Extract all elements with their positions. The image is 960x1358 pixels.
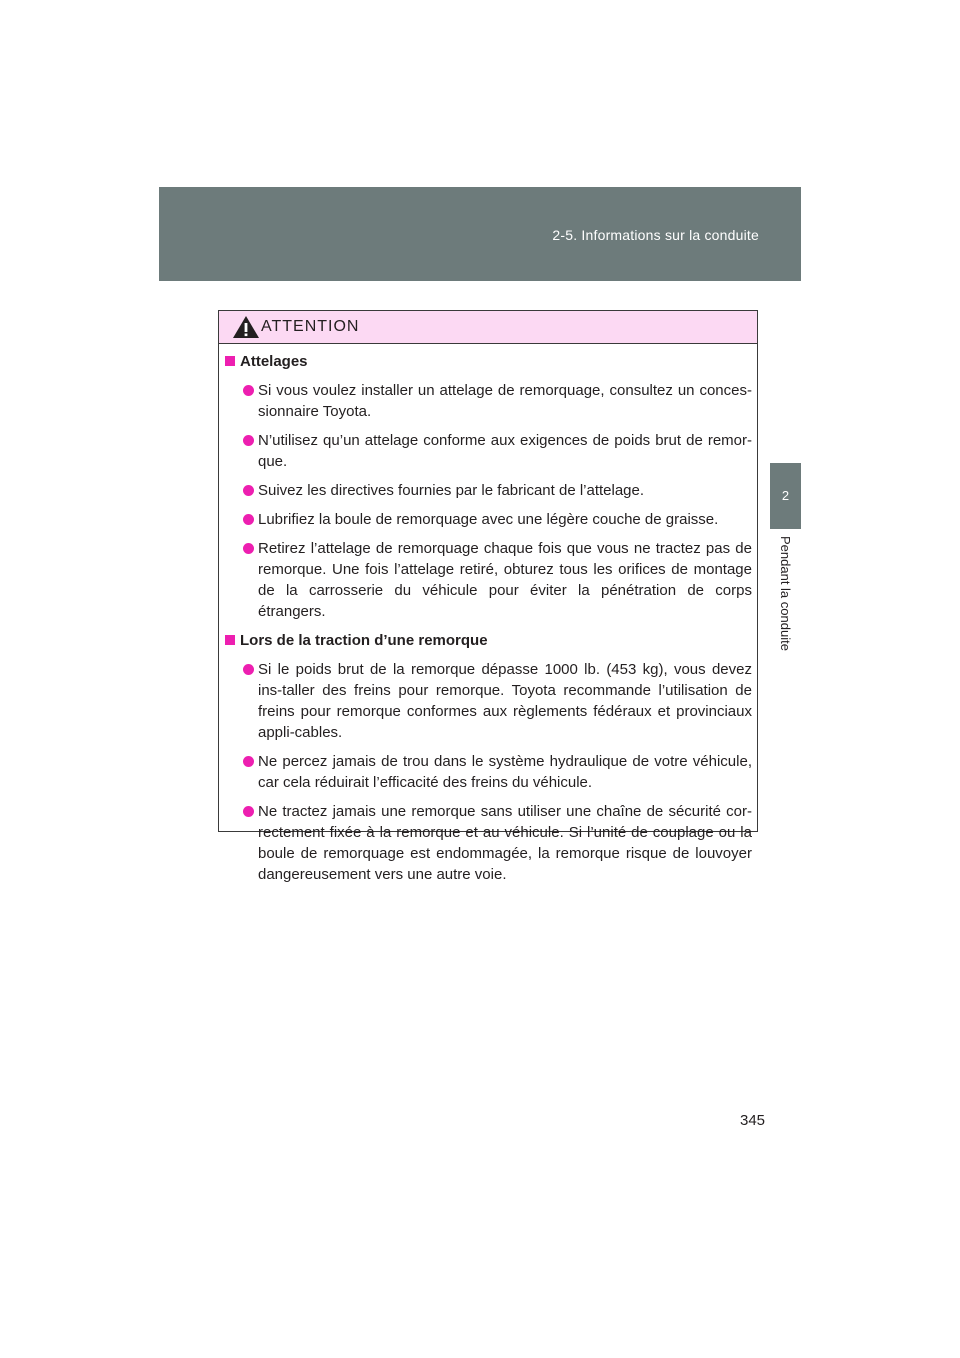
list-item xyxy=(223,480,752,501)
chapter-label: Pendant la conduite xyxy=(777,536,793,651)
list-item-text: Ne percez jamais de trou dans le système hydraulique de votre véhicule, car cela réduirait l’efficacité des freins du véhicule. xyxy=(258,753,752,791)
dot-bullet-icon xyxy=(243,664,254,675)
list-item-text: Si vous voulez installer un attelage de remorquage, consultez un conces-sionnaire Toyota. xyxy=(258,382,752,420)
square-bullet-icon xyxy=(225,356,235,366)
dot-bullet-icon xyxy=(243,543,254,554)
list-item xyxy=(223,430,752,472)
list-item-text: Lubrifiez la boule de remorquage avec une légère couche de graisse. xyxy=(258,511,719,528)
chapter-number: 2 xyxy=(781,488,790,503)
list-item-text: N’utilisez qu’un attelage conforme aux exigences de poids brut de remor-que. xyxy=(258,432,752,470)
dot-bullet-icon xyxy=(243,485,254,496)
dot-bullet-icon xyxy=(243,385,254,396)
warning-body xyxy=(219,351,757,883)
warning-triangle-icon xyxy=(232,315,260,339)
section-traction xyxy=(223,630,752,885)
list-item xyxy=(223,538,752,622)
list-item xyxy=(223,659,752,743)
page-number: 345 xyxy=(740,1112,766,1129)
dot-bullet-icon xyxy=(243,806,254,817)
dot-bullet-icon xyxy=(243,514,254,525)
header-band xyxy=(159,187,801,281)
list-item xyxy=(223,801,752,885)
warning-title: ATTENTION xyxy=(261,318,360,335)
dot-bullet-icon xyxy=(243,756,254,767)
section-heading xyxy=(223,351,752,372)
dot-bullet-icon xyxy=(243,435,254,446)
chapter-tab xyxy=(770,463,801,529)
section-heading-text: Attelages xyxy=(240,353,308,370)
section-heading xyxy=(223,630,752,651)
warning-header xyxy=(219,311,757,344)
square-bullet-icon xyxy=(225,635,235,645)
section-title: 2-5. Informations sur la conduite xyxy=(552,227,759,243)
section-attelages xyxy=(223,351,752,622)
list-item xyxy=(223,751,752,793)
list-item-text: Si le poids brut de la remorque dépasse 1000 lb. (453 kg), vous devez ins-taller des freins pour remorque. Toyota recommande l’utilisation de freins pour remorque conformes aux règlements fédéraux et provinciaux appli-cables. xyxy=(258,661,752,741)
list-item-text: Retirez l’attelage de remorquage chaque fois que vous ne tractez pas de remorque. Une fois l’attelage retiré, obturez tous les orifices de montage de la carrosserie du véhicule pour éviter la pénétration de corps étrangers. xyxy=(258,540,752,620)
list-item xyxy=(223,380,752,422)
list-item xyxy=(223,509,752,530)
list-item-text: Ne tractez jamais une remorque sans utiliser une chaîne de sécurité cor-rectement fixée à la remorque et au véhicule. Si l’unité de couplage ou la boule de remorquage est endommagée, la remorque risque de louvoyer dangereusement vers une autre voie. xyxy=(258,803,752,883)
section-heading-text: Lors de la traction d’une remorque xyxy=(240,632,488,649)
warning-box xyxy=(218,310,758,883)
chapter-label-container xyxy=(770,536,801,686)
list-item-text: Suivez les directives fournies par le fabricant de l’attelage. xyxy=(258,482,645,499)
